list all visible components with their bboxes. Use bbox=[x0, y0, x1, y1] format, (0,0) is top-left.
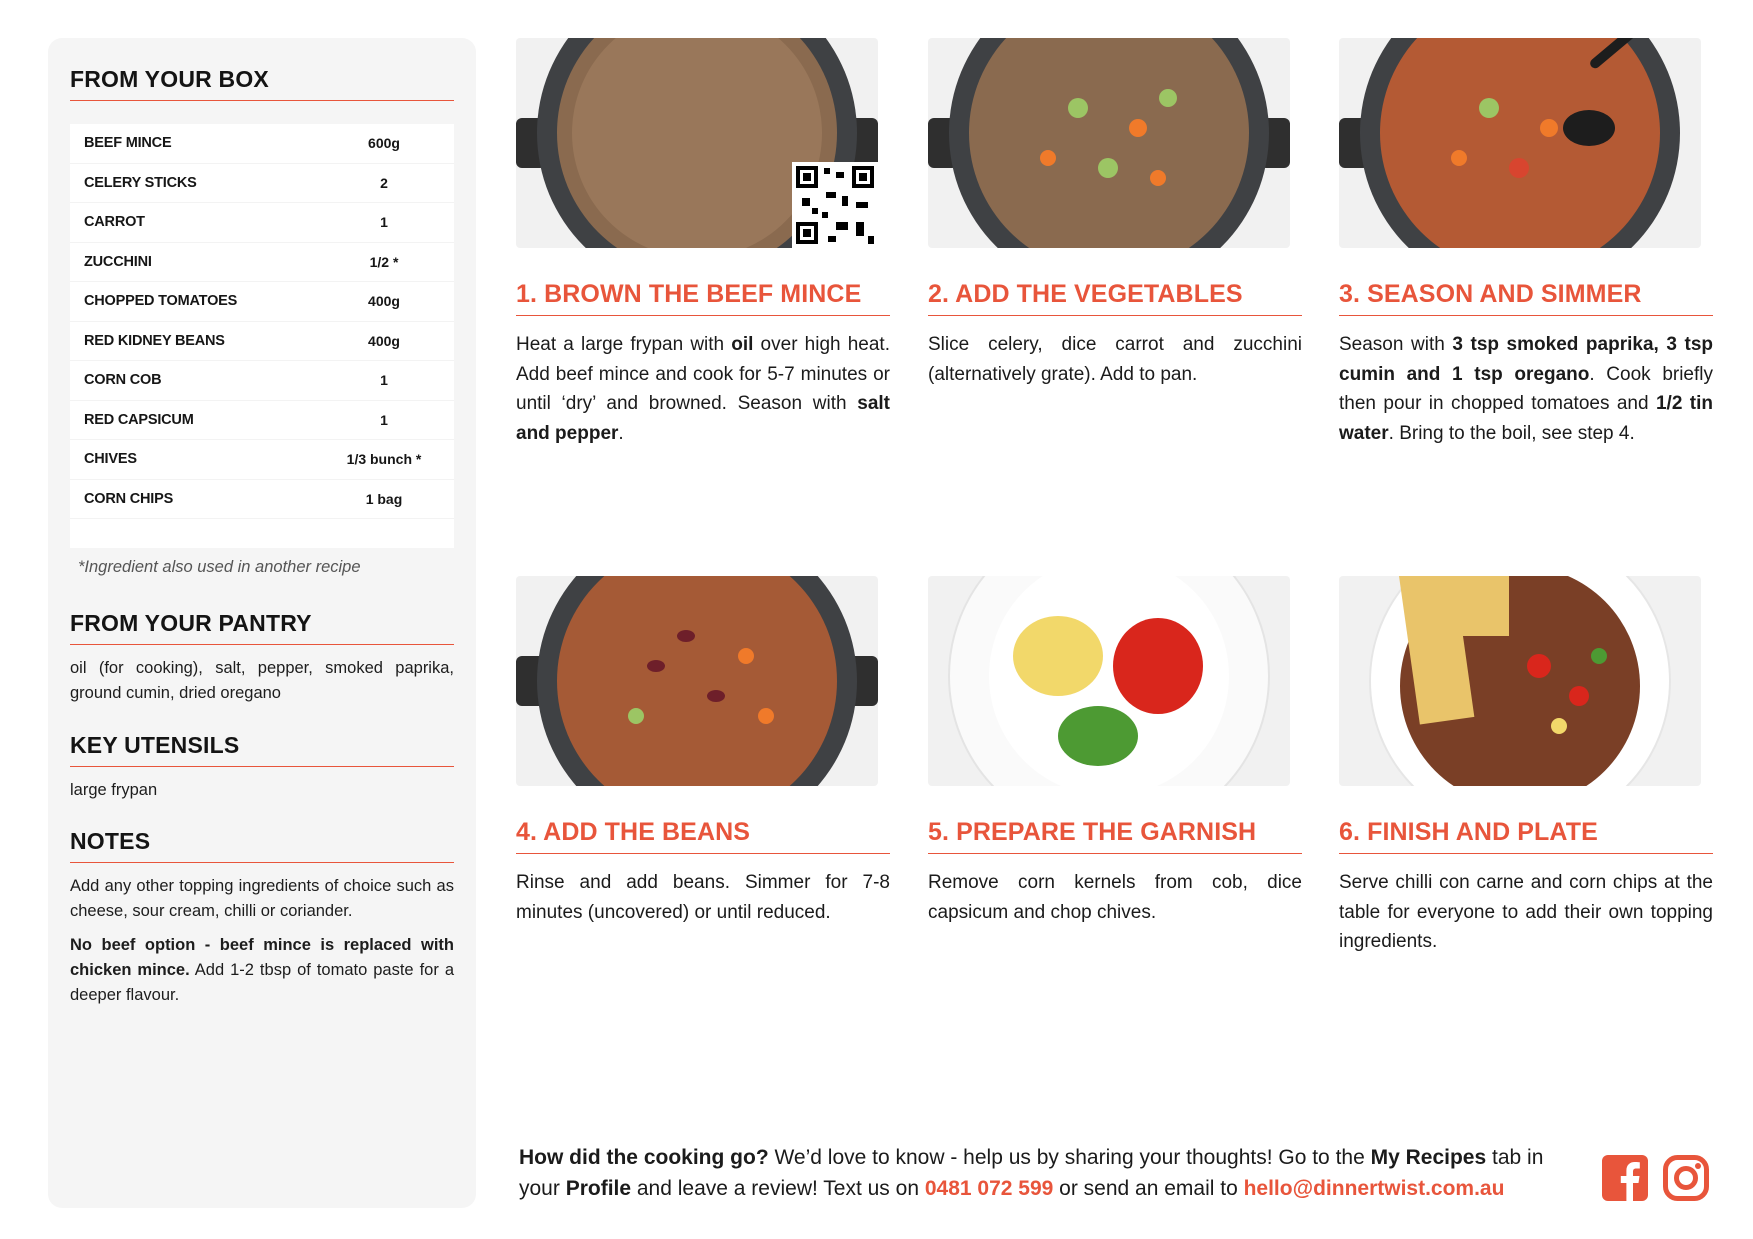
step-photo bbox=[928, 38, 1290, 248]
feedback-text: How did the cooking go? We’d love to know - help us by sharing your thoughts! Go to the My Recipes tab in your Profile and leave a review! Text us on 0481 072 599 or send an email to hello@dinnertwist.com.au bbox=[519, 1146, 1544, 1200]
notes-bold: No beef option - beef mince is replaced with chicken mince. bbox=[70, 936, 454, 979]
notes-text bbox=[70, 874, 454, 1017]
qr-code-icon[interactable] bbox=[792, 162, 878, 248]
step-1-body: Heat a large frypan with oil over high heat. Add beef mince and cook for 5-7 minutes or until ‘dry’ and browned. Season with salt and pepper. bbox=[516, 334, 890, 444]
notes-paragraph-2 bbox=[70, 933, 454, 1008]
ingredient-row bbox=[70, 282, 454, 322]
ingredient-qty: 600g bbox=[368, 135, 400, 152]
step-photo bbox=[1339, 576, 1701, 786]
ingredient-qty: 400g bbox=[368, 332, 400, 349]
ingredient-name: ZUCCHINI bbox=[84, 253, 152, 270]
notes-rest: Add 1-2 tbsp of tomato paste for a deeper flavour. bbox=[70, 961, 454, 1004]
step-6-title: 6. FINISH AND PLATE bbox=[1339, 818, 1713, 854]
from-your-box-heading: FROM YOUR BOX bbox=[70, 66, 454, 101]
ingredient-row bbox=[70, 401, 454, 441]
step-1-title: 1. BROWN THE BEEF MINCE bbox=[516, 280, 890, 316]
ingredient-row bbox=[70, 124, 454, 164]
step-4 bbox=[516, 576, 890, 927]
ingredient-name: BEEF MINCE bbox=[84, 135, 172, 152]
ingredient-row bbox=[70, 243, 454, 283]
step-6-body: Serve chilli con carne and corn chips at the table for everyone to add their own topping ingredients. bbox=[1339, 872, 1713, 952]
ingredients-panel bbox=[48, 38, 476, 1208]
ingredient-qty: 1/3 bunch * bbox=[346, 451, 422, 468]
step-4-title: 4. ADD THE BEANS bbox=[516, 818, 890, 854]
utensils-text: large frypan bbox=[70, 781, 158, 799]
step-photo bbox=[1339, 38, 1701, 248]
step-6 bbox=[1339, 576, 1713, 957]
ingredient-name: CHIVES bbox=[84, 451, 137, 468]
instagram-icon[interactable] bbox=[1663, 1155, 1709, 1201]
ingredient-name: RED CAPSICUM bbox=[84, 411, 194, 428]
ingredient-name: CORN COB bbox=[84, 372, 162, 389]
ingredient-name: CORN CHIPS bbox=[84, 490, 174, 507]
step-1 bbox=[516, 38, 890, 448]
step-3 bbox=[1339, 38, 1713, 448]
ingredient-qty: 1/2 * bbox=[369, 253, 399, 270]
step-photo bbox=[928, 576, 1290, 786]
ingredient-name: CELERY STICKS bbox=[84, 174, 197, 191]
step-5-body: Remove corn kernels from cob, dice capsicum and chop chives. bbox=[928, 872, 1302, 923]
step-2 bbox=[928, 38, 1302, 389]
phone-link[interactable]: 0481 072 599 bbox=[924, 1177, 1054, 1200]
ingredient-qty: 1 bbox=[380, 214, 388, 231]
step-3-body: Season with 3 tsp smoked paprika, 3 tsp cumin and 1 tsp oregano. Cook briefly then pour in chopped tomatoes and 1/2 tin water. Bring to the boil, see step 4. bbox=[1339, 334, 1713, 444]
from-your-pantry-heading: FROM YOUR PANTRY bbox=[70, 610, 454, 645]
ingredient-qty: 1 bbox=[380, 411, 388, 428]
ingredient-qty: 2 bbox=[380, 174, 388, 191]
ingredient-name: CARROT bbox=[84, 214, 145, 231]
key-utensils-heading: KEY UTENSILS bbox=[70, 732, 454, 767]
my-recipes-link[interactable]: My Recipes bbox=[1370, 1146, 1487, 1169]
pantry-text: oil (for cooking), salt, pepper, smoked paprika, ground cumin, dried oregano bbox=[70, 659, 454, 702]
ingredient-qty: 400g bbox=[368, 293, 400, 310]
email-link[interactable]: hello@dinnertwist.com.au bbox=[1243, 1177, 1505, 1200]
step-5-title: 5. PREPARE THE GARNISH bbox=[928, 818, 1302, 854]
step-photo bbox=[516, 38, 878, 248]
ingredient-row bbox=[70, 322, 454, 362]
notes-heading: NOTES bbox=[70, 828, 454, 863]
feedback-question: How did the cooking go? bbox=[519, 1146, 769, 1169]
ingredient-qty: 1 bag bbox=[365, 490, 403, 507]
ingredients-table bbox=[70, 124, 454, 548]
ingredient-row bbox=[70, 440, 454, 480]
ingredient-row bbox=[70, 480, 454, 520]
ingredient-name: RED KIDNEY BEANS bbox=[84, 332, 225, 349]
step-2-body: Slice celery, dice carrot and zucchini (alternatively grate). Add to pan. bbox=[928, 334, 1302, 385]
ingredient-qty: 1 bbox=[380, 372, 388, 389]
ingredient-row bbox=[70, 164, 454, 204]
profile-link[interactable]: Profile bbox=[565, 1177, 632, 1200]
ingredient-row bbox=[70, 361, 454, 401]
notes-paragraph-1: Add any other topping ingredients of choice such as cheese, sour cream, chilli or coriander. bbox=[70, 877, 454, 920]
ingredient-row bbox=[70, 203, 454, 243]
step-3-title: 3. SEASON AND SIMMER bbox=[1339, 280, 1713, 316]
ingredient-name: CHOPPED TOMATOES bbox=[84, 293, 238, 310]
facebook-icon[interactable] bbox=[1602, 1155, 1648, 1201]
step-photo bbox=[516, 576, 878, 786]
footnote: *Ingredient also used in another recipe bbox=[78, 558, 361, 576]
step-5 bbox=[928, 576, 1302, 927]
step-4-body: Rinse and add beans. Simmer for 7-8 minutes (uncovered) or until reduced. bbox=[516, 872, 890, 923]
step-2-title: 2. ADD THE VEGETABLES bbox=[928, 280, 1302, 316]
